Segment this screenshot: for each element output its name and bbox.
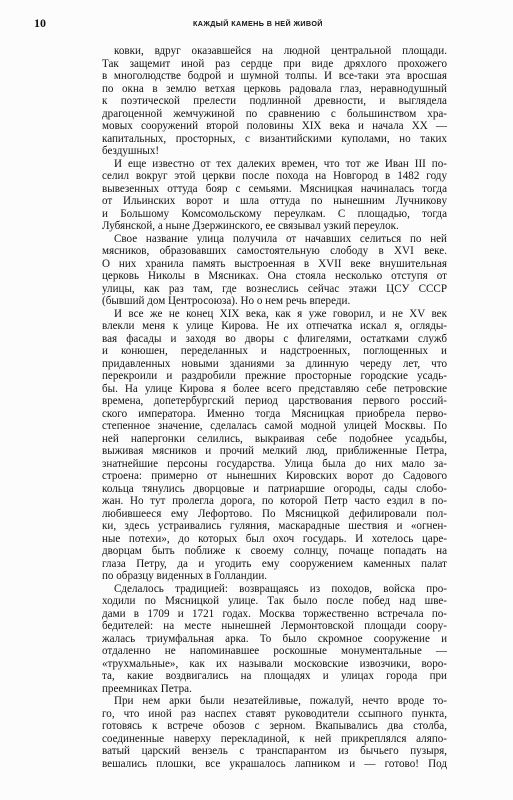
text-line: кольца тянулись дворцовые и патриаршие огороды, сады слобо- (102, 482, 447, 495)
text-line: улицы, как раз там, где вознеслись сейчас этажи ЦСУ СССР (102, 282, 447, 295)
text-line: отдаленно не напоминавшее роскошные монументальные — (102, 645, 447, 657)
text-line: вывезенных оттуда бояр с семьями. Мясницкая начиналась тогда (102, 182, 447, 195)
text-line: бездушных! (102, 145, 160, 157)
text-line: И все же не конец XIX века, как я уже говорил, и не XV век (114, 307, 447, 320)
text-line: и конюшен, переделанных и надстроенных, поглощенных и (102, 345, 447, 357)
text-line: преемниках Петра. (102, 682, 192, 695)
text-line: Сделалось традицией: возвращаясь из походов, войска про- (114, 582, 447, 595)
text-line: знатнейшие персоны государства. Улица была до них мало за- (102, 457, 447, 470)
text-line: любившееся ему Лефортово. По Мясницкой дефилировали пол- (102, 507, 447, 520)
text-line: церковь Николы в Мясниках. Она стояла несколько отступя от (102, 270, 447, 282)
text-line: к поэтической прелести подлинной древности, и выглядела (102, 95, 447, 107)
text-line: го, что иной раз наспех ставят руководители ссыпного пункта, (102, 707, 447, 720)
text-line: дами в 1709 и 1721 годах. Москва торжественно встречала по- (102, 607, 447, 620)
text-line: ней напергонки селились, выкраивая себе подобнее усадьбы, (102, 432, 447, 445)
text-line: капитальных, просторных, с византийскими куполами, но таких (102, 132, 447, 145)
text-line: влекли меня к улице Кирова. Не их отпечатка искал я, огляды- (102, 320, 447, 332)
text-line: вая фасады и заходя во дворы с флигелями, остатками служб (102, 332, 447, 345)
text-line: от Ильинских ворот и шла оттуда по нынешним Лучниковy (102, 195, 447, 207)
text-line: дворцам быть поближе к своему солнцу, почаще попадать на (102, 545, 447, 557)
text-line: (бывший дом Центросоюза). Но о нем речь впереди. (102, 295, 351, 307)
text-line: выживая мясников и прочий мелкий люд, приближенные Петра, (102, 445, 447, 457)
text-line: Так защемит иной раз сердце при виде дряхлого прохожего (102, 57, 447, 70)
paragraph (102, 158, 447, 233)
text-line: жан. Но тут пролегла дорога, по которой Петр часто ездил в по- (102, 495, 447, 507)
text-line: Свое название улица получила от начавших селиться по ней (114, 232, 447, 245)
text-line: Лубянской, а ныне Дзержинского, ее связывал узкий переулок. (102, 220, 399, 232)
text-line: ского императора. Именно тогда Мясницкая приобрела перво- (102, 407, 447, 420)
text-line: перекроили и раздробили прежние просторные городские усадь- (102, 370, 447, 382)
text-line: и Большому Комсомольскому переулкам. С площадью, тогда (102, 207, 447, 220)
text-line: соединенные наверху перекладиной, к ней прикреплялся аляпо- (102, 732, 447, 745)
text-line: мовых сооружений второй половины XIX века и начала XX — (102, 120, 447, 132)
text-line: О них хранила память выстроенная в XVII веке внушительная (102, 257, 447, 270)
text-line: времена, допетербургский период царствования первого россий- (102, 395, 447, 407)
running-title: КАЖДЫЙ КАМЕНЬ В НЕЙ ЖИВОЙ (193, 19, 323, 28)
page-number: 10 (34, 16, 46, 30)
text-line: При нем арки были незатейливые, пожалуй, нечто вроде то- (114, 695, 447, 707)
text-line: по образцу виденных в Голландии. (102, 570, 268, 582)
text-line: мясников, образовавших самостоятельную слободу в XVI веке. (102, 245, 447, 257)
text-line: «трухмальные», как их называли московские извозчики, воро- (102, 657, 447, 670)
text-line: готовясь к встрече обозов с зерном. Вкапывались два столба, (102, 720, 447, 732)
text-line: степенное значение, сделалась самой модной улицей Москвы. По (102, 420, 447, 432)
body-text (102, 45, 447, 770)
text-line: по окна в землю ветхая церковь радовала глаз, неравнодушный (102, 82, 447, 95)
paragraph (102, 695, 447, 770)
text-line: глаза Петру, да и угодить ему сооружением каменных палат (102, 557, 447, 570)
text-line: жалась триумфальная арка. То было скромное сооружение и (102, 632, 447, 645)
text-line: в многолюдстве бодрой и шумной толпы. И все-таки эта вросшая (102, 70, 447, 82)
paragraph (102, 45, 447, 158)
paragraph (102, 308, 447, 583)
paragraph (102, 233, 447, 308)
text-line: селил вокруг этой церкви после похода на Новгород в 1482 году (102, 170, 447, 182)
text-line: ки, здесь устраивались гуляния, маскарадные шествия и «огнен- (102, 520, 447, 532)
text-line: бедителей: на месте нынешней Лермонтовской площади соору- (102, 620, 447, 632)
text-line: строена: примерно от нынешних Кировских ворот до Садового (102, 470, 447, 482)
text-line: ные потехи», до которых был охоч государь. И хотелось царе- (102, 532, 447, 545)
text-line: вешались плошки, все украшалось лапником и — готово! Под (102, 757, 447, 770)
text-line: ватый царский вензель с транспарантом из бычьего пузыря, (102, 745, 447, 757)
text-line: придавленных новыми зданиями за длинную череду лет, что (102, 357, 447, 370)
paragraph (102, 583, 447, 696)
text-line: бы. На улице Кирова я более всего представляю себе петровские (102, 382, 447, 395)
text-line: И еще известно от тех далеких времен, что тот же Иван III по- (114, 157, 447, 170)
text-line: та, какие воздвигались на площадях и улицах города при (102, 670, 447, 682)
text-line: драгоценной жемчужиной по сравнению с большинством хра- (102, 107, 447, 120)
text-line: ковки, вдруг оказавшейся на людной центральной площади. (114, 45, 447, 57)
text-line: ходили по Мясницкой улице. Так было после побед над шве- (102, 595, 447, 607)
